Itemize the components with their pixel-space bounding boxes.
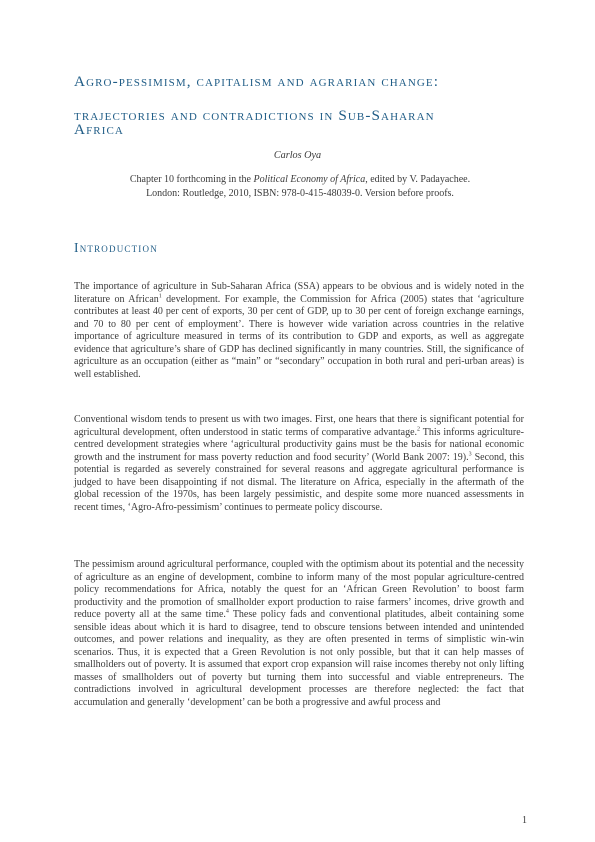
title-line-3: Africa <box>74 121 124 138</box>
section-heading: Introduction <box>74 240 158 255</box>
note-line-2: London: Routledge, 2010, ISBN: 978-0-415-48039-0. Version before proofs. <box>146 187 454 199</box>
p1-text-b: development. For example, the Commission for Africa (2005) states that ‘agriculture contributes at least 40 per cent of exports, 30 per cent of GDP, up to 30 per cent of foreign exchange earnings, and 70 to 80 per cent of employment’. There is however wide variation across countries in the relative importance of agriculture measured in terms of its contribution to GDP and exports, as well as aggregate evidence that agriculture’s share of GDP has declined significantly in many countries. Still, the significance of agriculture as an occupation (either as “main” or “secondary” occupation in both rural and peri-urban areas) is well established. <box>74 293 524 380</box>
p1-text-a: The importance of agriculture in Sub-Saharan Africa (SSA) appears to be obvious and is widely noted in the literature on African <box>74 281 524 305</box>
publication-note <box>80 173 520 200</box>
p3-text-b: These policy fads and conventional platitudes, albeit containing some sensible ideas about which it is hard to disagree, tend to obscure tensions between intended and unintended outcomes, and power relations and inequality, as they are often presented in terms of simplistic win-win scenarios. Thus, it is expected that a Green Revolution is not only possible, but that it can help masses of smallholders out of poverty. It is assumed that export crop expansion will raise incomes thereby not only lifting masses of smallholders out of poverty but turning them into successful and viable entrepreneurs. The contradictions involved in agricultural development processes are therefore neglected: the fact that accumulation and generally ‘development’ can be both a progressive and awful process and <box>74 609 524 708</box>
page-number: 1 <box>522 815 527 826</box>
p2-text-a: Conventional wisdom tends to present us with two images. First, one hears that there is significant potential for agricultural development, often understood in static terms of comparative advantage. <box>74 414 524 438</box>
note-after-book: , edited by V. Padayachee. <box>365 174 471 185</box>
author-name: Carlos Oya <box>273 150 322 161</box>
title-line-1: Agro-pessimism, capitalism and agrarian change: <box>74 73 440 90</box>
paragraph-2 <box>74 414 524 523</box>
footnote-ref-3[interactable]: 3 <box>468 451 472 458</box>
note-before: Chapter 10 forthcoming in the <box>129 174 254 185</box>
footnote-ref-4[interactable]: 4 <box>225 608 229 615</box>
paragraph-1 <box>74 281 524 390</box>
footnote-ref-2[interactable]: 2 <box>417 426 421 433</box>
p2-text-c: Second, this potential is regarded as severely constrained for several reasons and aggregate agricultural performance is judged to have been disappointing if not dismal. The literature on Africa, especially in the aftermath of the global recession of the 1970s, has been largely pessimistic, and despite some more nuanced assessments in recent times, ‘Agro-Afro-pessimism’ continues to permeate policy discourse. <box>74 451 524 513</box>
p3-text-a: The pessimism around agricultural performance, coupled with the optimism about its potential and the necessity of agriculture as an engine of development, combine to inform many of the most popular agriculture-centred policy recommendations for Africa, notably the quest for an ‘African Green Revolution’ to boost farm productivity and the promotion of smallholder export production to raise farmers’ incomes, drive growth and reduce poverty all at the same time. <box>74 559 524 620</box>
note-book-title: Political Economy of Africa <box>253 174 366 185</box>
paragraph-3 <box>74 559 524 718</box>
footnote-ref-1[interactable]: 1 <box>158 293 162 300</box>
p2-text-b: This informs agriculture-centred development strategies where ‘agricultural productivity gains must be the basis for national economic growth and the instrument for mass poverty reduction and food security’ (World Bank 2007: 19). <box>74 426 524 463</box>
title-line-2: trajectories and contradictions in Sub-Saharan <box>74 107 435 124</box>
